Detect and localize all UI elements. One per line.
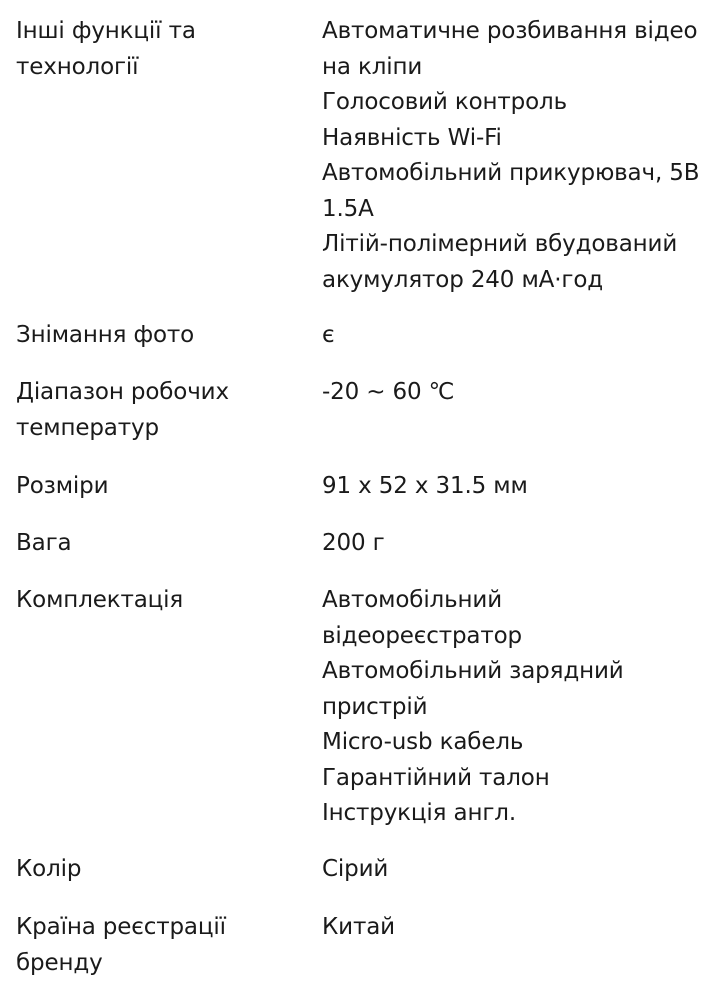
spec-value-line: Наявність Wi-Fi [322,124,502,151]
spec-label-line: Розміри [16,473,109,499]
spec-label-line: Інші функції та [16,18,196,44]
spec-value-line: Micro-usb кабель [322,729,524,755]
spec-label [16,318,194,354]
spec-value [322,14,699,298]
spec-label [16,469,108,505]
spec-value-line: 1.5A [322,195,374,222]
spec-label-line: технології [16,53,139,80]
spec-label-line: Діапазон робочих [16,379,229,405]
spec-value-line: є [322,322,335,348]
spec-label-line: Вага [16,530,72,556]
spec-value-line: акумулятор 240 мА·год [322,266,603,293]
spec-value-line: Літій-полімерний вбудований [322,231,678,257]
spec-value [322,469,528,505]
spec-value-line: відеореєстратор [322,622,522,649]
spec-label [16,526,71,562]
spec-value-line: Автомобільний прикурювач, 5В [322,160,700,186]
spec-label [16,14,196,85]
spec-value-line: Автомобільний зарядний [322,658,624,684]
spec-value [322,852,388,888]
spec-label-line: температур [16,414,159,441]
spec-label-line: Знімання фото [16,322,195,348]
spec-value-line: Сірий [322,856,389,882]
spec-value-line: пристрій [322,693,428,720]
spec-value-line: Автоматичне розбивання відео [322,18,698,44]
spec-value [322,318,334,354]
spec-label-line: Країна реєстрації [16,914,226,940]
spec-label-line: Комплектація [16,587,184,613]
spec-value [322,583,624,832]
spec-value-line: на кліпи [322,53,423,80]
spec-label [16,583,183,619]
spec-label [16,375,229,446]
spec-value-line: 91 x 52 x 31.5 мм [322,473,528,499]
spec-label-line: бренду [16,949,103,976]
spec-value-line: 200 г [322,530,385,556]
spec-value-line: Автомобільний [322,587,502,613]
spec-value-line: Китай [322,914,395,940]
spec-value [322,526,385,562]
spec-value-line: -20 ~ 60 ℃ [322,379,455,405]
spec-value-line: Гарантійний талон [322,764,550,791]
spec-value [322,910,395,946]
spec-label [16,852,81,888]
spec-value-line: Голосовий контроль [322,89,567,115]
spec-value-line: Інструкція англ. [322,800,516,826]
spec-label [16,910,226,981]
spec-value [322,375,454,411]
spec-label-line: Колір [16,856,82,882]
